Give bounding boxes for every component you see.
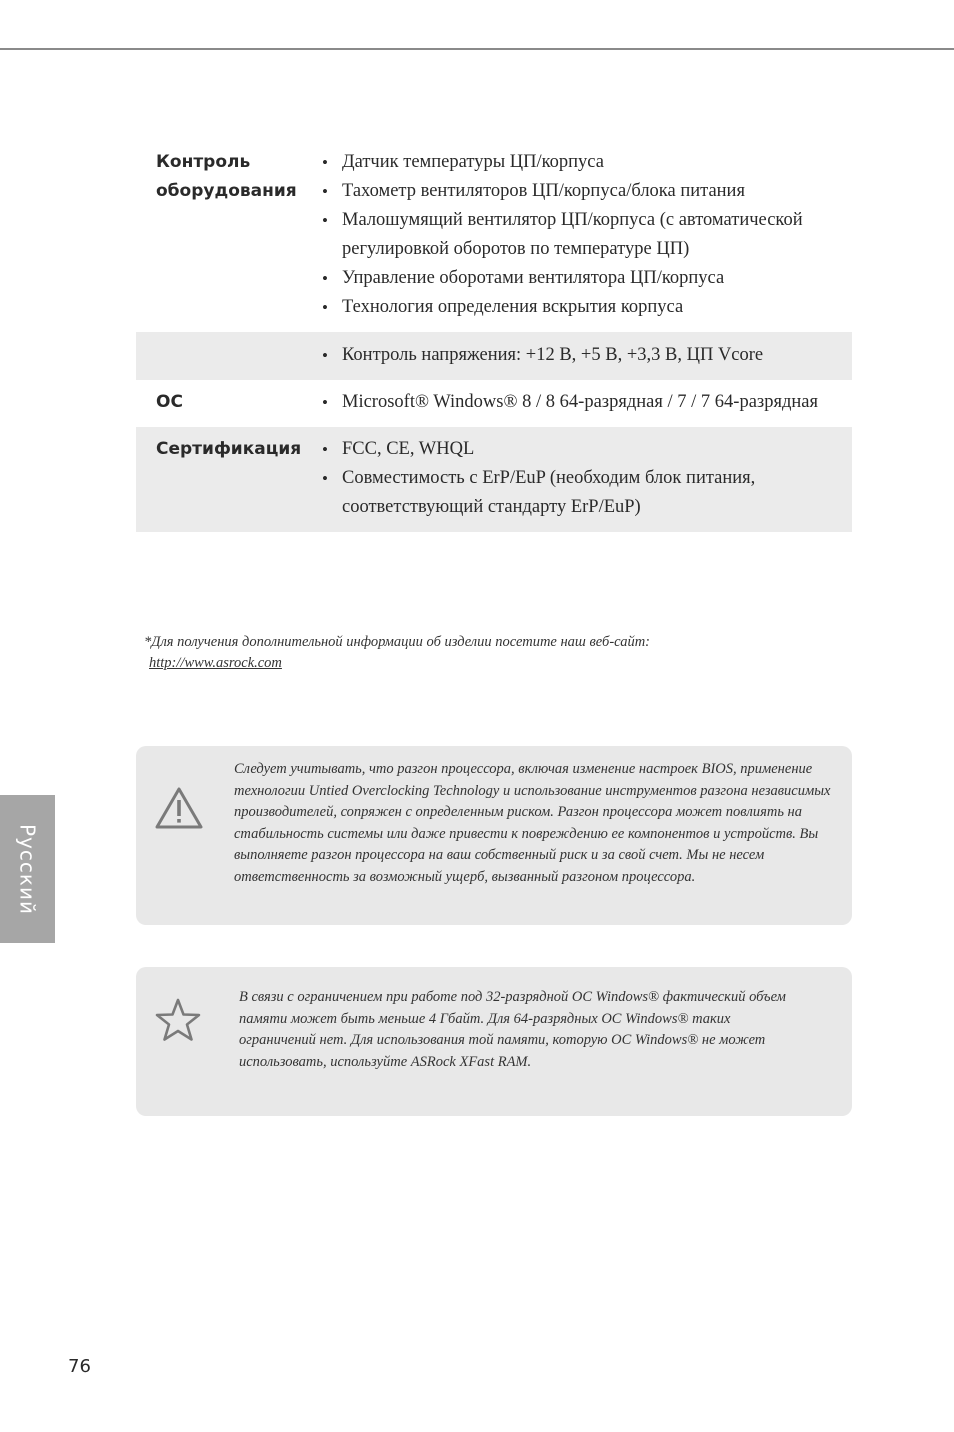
spec-item: • Малошумящий вентилятор ЦП/корпуса (с автоматической регулировкой оборотов по температуре ЦП) (322, 206, 852, 264)
footnote-text: *Для получения дополнительной информации об изделии посетите наш веб-сайт: (144, 634, 651, 650)
header-rule (0, 48, 954, 50)
spec-label-certification: Сертификация (156, 439, 302, 459)
spec-row-os (136, 380, 852, 427)
spec-table (136, 140, 852, 532)
spec-items-hardware-monitor (322, 148, 852, 322)
language-side-tab (0, 795, 55, 943)
overclocking-warning-box (136, 746, 852, 925)
spec-item: • Датчик температуры ЦП/корпуса (322, 148, 852, 177)
spec-item: • Совместимость с ErP/EuP (необходим блок питания, соответствующий стандарту ErP/EuP) (322, 464, 852, 522)
spec-item: • Microsoft® Windows® 8 / 8 64-разрядная / 7 / 7 64-разрядная (322, 388, 852, 417)
page-number: 76 (68, 1356, 91, 1377)
spec-items-certification (322, 435, 852, 522)
website-link[interactable]: http://www.asrock.com (149, 655, 282, 671)
warning-text: Следует учитывать, что разгон процессора, включая изменение настроек BIOS, применение технологии Untied Overclocking Technology и использование инструментов разгона независимых производителей, сопряжен с определенным риском. Разгон процессора может повлиять на стабильность системы или даже привести к повреждению ее компонентов и устройств. Вы выполняете разгон процессора на ваш собственный риск и за свой счет. Мы не несем ответственность за возможный ущерб, вызванный разгоном процессора. (234, 761, 831, 885)
spec-label-hardware-monitor: Контроль оборудования (156, 152, 297, 201)
spec-row-voltage (136, 332, 852, 380)
spec-label-empty (136, 341, 322, 370)
spec-label-os: ОС (156, 392, 183, 412)
spec-items-voltage (322, 341, 852, 370)
spec-row-hardware-monitor (136, 140, 852, 332)
spec-item: • Технология определения вскрытия корпуса (322, 293, 852, 322)
warning-triangle-icon (154, 786, 204, 835)
spec-item: • Управление оборотами вентилятора ЦП/корпуса (322, 264, 852, 293)
memory-text: В связи с ограничением при работе под 32-разрядной ОС Windows® фактический объем памяти может быть меньше 4 Гбайт. Для 64-разрядных ОС Windows® таких ограничений нет. Для использования той памяти, которую ОС Windows® не может использовать, используйте ASRock XFast RAM. (239, 989, 786, 1070)
spec-item: • FCC, CE, WHQL (322, 435, 852, 464)
star-icon (154, 997, 202, 1048)
memory-notice-box (136, 967, 852, 1116)
spec-item: • Тахометр вентиляторов ЦП/корпуса/блока питания (322, 177, 852, 206)
spec-items-os (322, 388, 852, 417)
spec-item: • Контроль напряжения: +12 В, +5 В, +3,3 В, ЦП Vcore (322, 341, 852, 370)
footnote (144, 632, 844, 674)
language-label: Русский (15, 823, 40, 915)
spec-row-certification (136, 427, 852, 532)
